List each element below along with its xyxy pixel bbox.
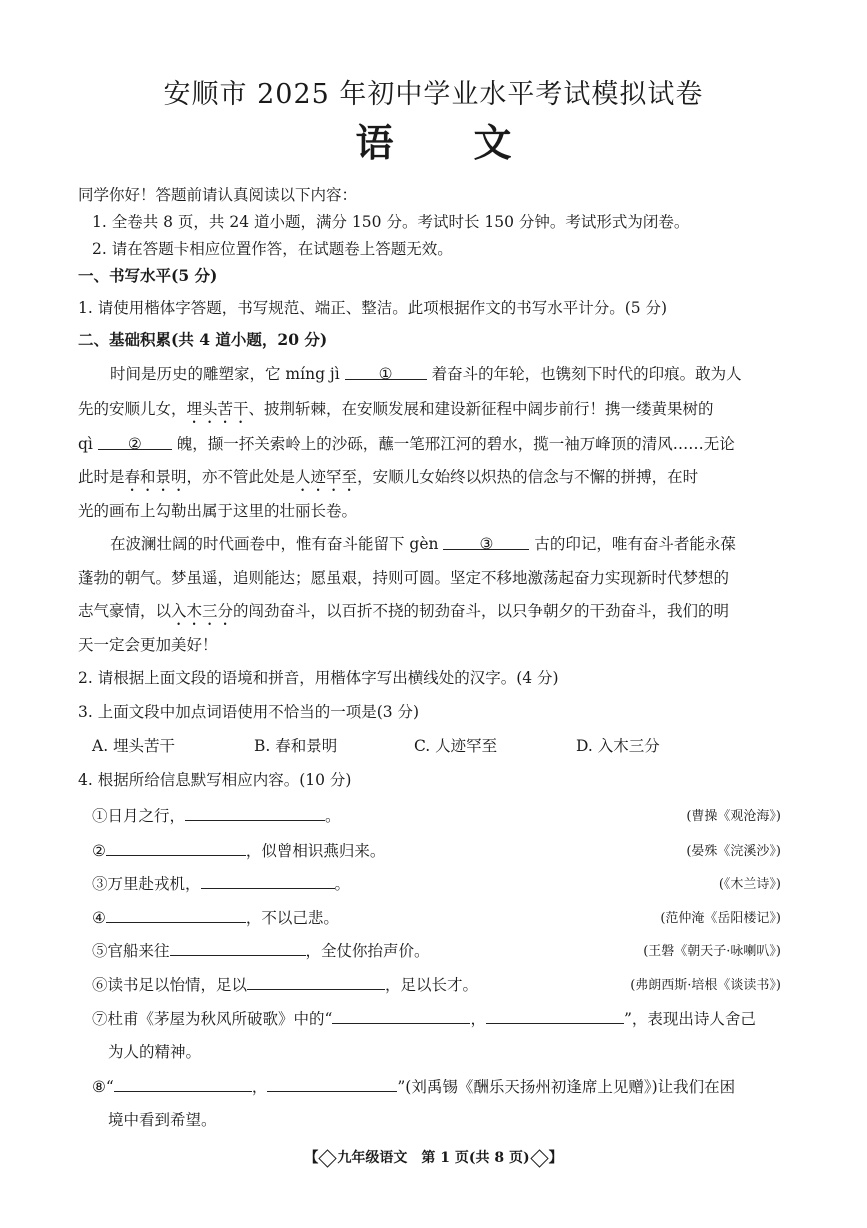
diamond-icon [319,1149,337,1167]
recite-source-2: (晏殊《浣溪沙》) [686,844,781,859]
dotted-phrase: 入木三分 [171,602,234,620]
question-4: 4. 根据所给信息默写相应内容。(10 分) [78,771,352,789]
recite-item-3: ③万里赴戎机， 。 [92,871,350,896]
passage-line: 光的画布上勾勒出属于这里的壮丽长卷。 [78,502,358,520]
recite-blank[interactable] [114,1074,252,1092]
option-d[interactable]: D. 入木三分 [576,737,660,755]
question-2: 2. 请根据上面文段的语境和拼音，用楷体字写出横线处的汉字。(4 分) [78,669,559,687]
recite-item-2: ② ，似曾相识燕归来。 [92,838,385,863]
recite-blank[interactable] [201,871,335,889]
question-3: 3. 上面文段中加点词语使用不恰当的一项是(3 分) [78,703,420,721]
recite-blank[interactable] [106,838,246,856]
recite-blank[interactable] [332,1006,470,1024]
recite-item-7-cont: 为人的精神。 [108,1043,202,1061]
passage-line: 在波澜壮阔的时代画卷中，惟有奋斗能留下 gèn ③ 古的印记，唯有奋斗者能永葆 [110,532,736,556]
recite-blank[interactable] [247,972,385,990]
answer-blank-2[interactable]: ② [98,432,172,450]
passage-line: 此时是春和景明，亦不管此处是人迹罕至，安顺儿女始终以炽热的信念与不懈的拼搏，在时 [78,468,699,486]
notice-item-1: 1. 全卷共 8 页，共 24 道小题，满分 150 分。考试时长 150 分钟。考试形式为闭卷。 [92,213,690,231]
answer-blank-3[interactable]: ③ [443,532,529,550]
passage-line: qì ② 魄，撷一抔关索岭上的沙砾，蘸一笔邢江河的碧水，揽一袖万峰顶的清风……无论 [78,432,735,456]
notice-intro: 同学你好！答题前请认真阅读以下内容： [78,186,358,204]
passage-line: 先的安顺儿女，埋头苦干、披荆斩棘，在安顺发展和建设新征程中阔步前行！携一缕黄果树的 [78,400,714,418]
recite-blank[interactable] [106,905,246,923]
subject-title: 语文 [355,120,592,165]
recite-source-5: (王磐《朝天子·咏喇叭》) [643,944,781,959]
diamond-icon [530,1149,548,1167]
recite-blank[interactable] [185,803,325,821]
answer-blank-1[interactable]: ① [345,362,427,380]
recite-item-6: ⑥读书足以怡情，足以 ，足以长才。 [92,972,478,997]
question-1: 1. 请使用楷体字答题，书写规范、端正、整洁。此项根据作文的书写水平计分。(5 分) [78,299,668,317]
recite-source-6: (弗朗西斯·培根《谈读书》) [630,978,781,993]
passage-line: 时间是历史的雕塑家，它 míng jì ① 着奋斗的年轮，也镌刻下时代的印痕。敢为人 [110,362,742,386]
recite-item-5: ⑤官船来往 ，全仗你抬声价。 [92,938,430,963]
section-2-heading: 二、基础积累(共 4 道小题，20 分) [78,330,328,349]
recite-source-4: (范仲淹《岳阳楼记》) [660,911,781,926]
notice-item-2: 2. 请在答题卡相应位置作答，在试题卷上答题无效。 [92,240,453,258]
dotted-phrase: 埋头苦干 [186,400,249,418]
recite-item-7: ⑦杜甫《茅屋为秋风所破歌》中的“ ， ”，表现出诗人舍己 [92,1006,756,1031]
passage-line: 志气豪情，以入木三分的闯劲奋斗，以百折不挠的韧劲奋斗，以只争朝夕的干劲奋斗，我们的明 [78,602,730,620]
recite-blank[interactable] [267,1074,397,1092]
dotted-phrase: 人迹罕至 [295,468,358,486]
recite-source-1: (曹操《观沧海》) [686,809,781,824]
section-1-heading: 一、书写水平(5 分) [78,266,218,285]
passage-line: 天一定会更加美好！ [78,636,218,654]
option-b[interactable]: B. 春和景明 [254,737,338,755]
passage-line: 蓬勃的朝气。梦虽遥，追则能达；愿虽艰，持则可圆。坚定不移地激荡起奋力实现新时代梦想的 [78,569,730,587]
option-a[interactable]: A. 埋头苦干 [92,737,176,755]
recite-item-8: ⑧“ ， ”(刘禹锡《酬乐天扬州初逢席上见赠》)让我们在困 [92,1074,735,1099]
recite-item-4: ④ ，不以己悲。 [92,905,339,930]
recite-blank[interactable] [170,938,306,956]
footer-text: 九年级语文 第 1 页(共 8 页) [337,1150,530,1166]
recite-blank[interactable] [486,1006,624,1024]
dotted-phrase: 春和景明 [124,468,187,486]
option-c[interactable]: C. 人迹罕至 [414,737,498,755]
page-footer: 【 九年级语文 第 1 页(共 8 页) 】 [304,1150,563,1166]
recite-source-3: (《木兰诗》) [718,877,781,892]
exam-title: 安顺市 2025 年初中学业水平考试模拟试卷 [163,79,704,110]
recite-item-8-cont: 境中看到希望。 [108,1111,217,1129]
recite-item-1: ①日月之行， 。 [92,803,341,828]
